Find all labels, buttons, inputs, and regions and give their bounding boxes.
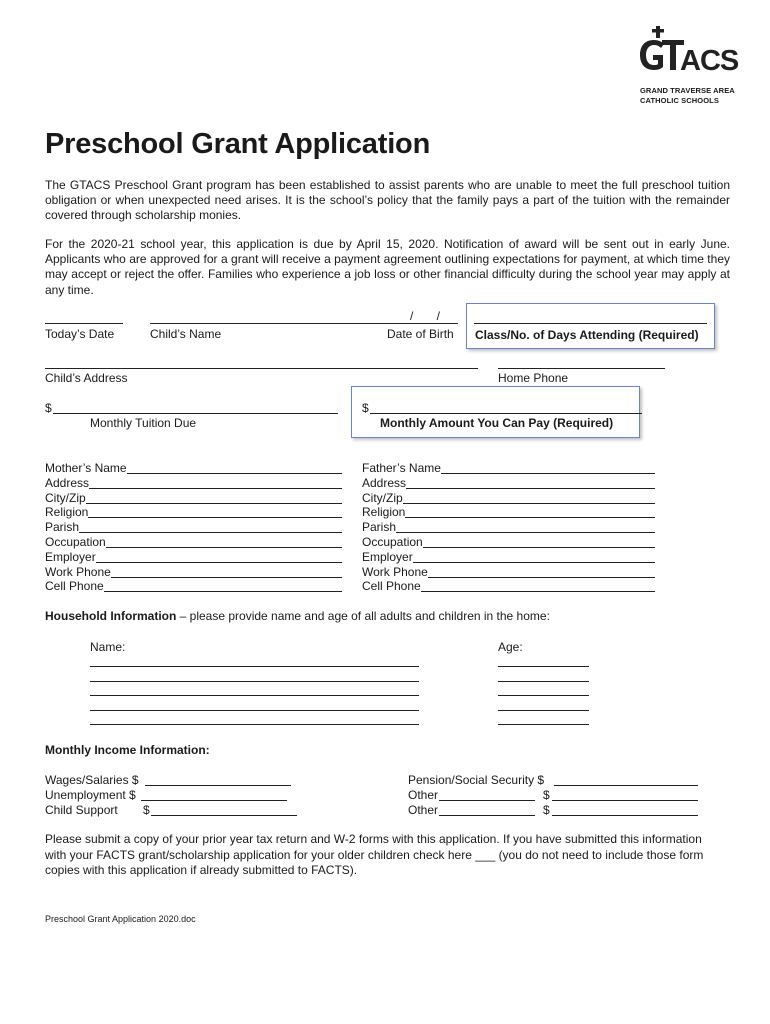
- father-field-row: [362, 491, 655, 506]
- household-name-line[interactable]: [90, 681, 419, 682]
- household-age-line[interactable]: [498, 695, 589, 696]
- unemployment-label: Unemployment $: [45, 788, 136, 802]
- other-2-label: Other: [408, 803, 439, 817]
- mother-field-label: Address: [45, 475, 90, 490]
- childs-address-label: Child’s Address: [45, 371, 128, 385]
- child-support-label: Child Support: [45, 803, 118, 817]
- pension-label: Pension/Social Security $: [408, 773, 545, 787]
- mother-field-label: Parish: [45, 520, 80, 535]
- pension-line[interactable]: [554, 785, 698, 786]
- wages-label: Wages/Salaries $: [45, 773, 139, 787]
- father-field-row: [362, 476, 655, 491]
- father-field-row: [362, 579, 655, 594]
- mother-field-row: [45, 535, 342, 550]
- household-age-label: Age:: [498, 640, 523, 654]
- tuition-dollar-sign: $: [45, 401, 52, 415]
- gtacs-logo-mark-icon: [638, 26, 739, 86]
- father-field-row: [362, 550, 655, 565]
- mother-field-line[interactable]: [45, 503, 342, 504]
- monthly-amount-line[interactable]: [370, 413, 642, 414]
- closing-paragraph: Please submit a copy of your prior year tax return and W-2 forms with this application. If you have submitted this information with your FACTS grant/scholarship application for your older children check here ___ (you do not need to include those form copies with this application if already submitted to FACTS).: [45, 832, 704, 877]
- father-field-row: [362, 461, 655, 476]
- father-field-row: [362, 505, 655, 520]
- household-name-line[interactable]: [90, 695, 419, 696]
- other-1-dollar: $: [543, 788, 550, 802]
- mother-field-label: Work Phone: [45, 564, 111, 579]
- mother-field-line[interactable]: [45, 532, 342, 533]
- household-heading: [45, 609, 550, 624]
- father-field-label: Parish: [362, 520, 397, 535]
- gtacs-logo: [630, 20, 740, 110]
- intro-paragraph-2: For the 2020-21 school year, this application is due by April 15, 2020. Notification of award will be sent out in early June. Applicants who are approved for a grant will receive a payment agreement outlining expectations for payment, at which time they may accept or reject the offer. Families who experience a job loss or other financial difficulty during the school year may apply at any time.: [45, 237, 730, 297]
- mother-field-row: [45, 579, 342, 594]
- other-2-dollar: $: [543, 803, 550, 817]
- monthly-tuition-label: Monthly Tuition Due: [90, 416, 197, 430]
- father-field-label: City/Zip: [362, 490, 403, 505]
- logo-tagline-1: GRAND TRAVERSE AREA: [640, 86, 735, 95]
- other-2-amount-line[interactable]: [552, 815, 698, 816]
- monthly-amount-box[interactable]: [351, 386, 640, 438]
- other-1-desc-line[interactable]: [439, 800, 535, 801]
- mother-field-line[interactable]: [45, 488, 342, 489]
- intro-paragraph-1: The GTACS Preschool Grant program has been established to assist parents who are unable to meet the full preschool tuition obligation or when unexpected need arises. It is the school’s policy that the family pays a part of the tuition with the remainder covered through scholarship monies.: [45, 178, 730, 223]
- household-age-line[interactable]: [498, 724, 589, 725]
- monthly-tuition-line[interactable]: [53, 413, 338, 414]
- household-age-line[interactable]: [498, 710, 589, 711]
- amount-dollar-sign: $: [362, 401, 369, 415]
- father-field-row: [362, 565, 655, 580]
- father-field-label: Father’s Name: [362, 461, 441, 475]
- father-field-row: [362, 520, 655, 535]
- mother-field-label: Mother’s Name: [45, 461, 127, 475]
- mother-field-line[interactable]: [45, 517, 342, 518]
- household-name-line[interactable]: [90, 710, 419, 711]
- svg-text:ACS: ACS: [680, 45, 739, 77]
- mother-field-row: [45, 565, 342, 580]
- class-days-box[interactable]: [466, 303, 715, 349]
- mother-field-label: Occupation: [45, 535, 106, 549]
- father-field-line[interactable]: [362, 517, 655, 518]
- household-name-label: Name:: [90, 640, 126, 654]
- mother-field-label: Employer: [45, 549, 96, 564]
- unemployment-line[interactable]: [141, 800, 287, 801]
- mother-field-row: [45, 520, 342, 535]
- household-name-line[interactable]: [90, 724, 419, 725]
- mother-field-row: [45, 550, 342, 565]
- wages-line[interactable]: [145, 785, 291, 786]
- father-field-label: Address: [362, 475, 407, 490]
- todays-date-line[interactable]: [45, 323, 123, 324]
- household-age-line[interactable]: [498, 681, 589, 682]
- footer-filename: Preschool Grant Application 2020.doc: [45, 914, 196, 924]
- household-heading-title: Household Information: [45, 609, 177, 623]
- other-1-label: Other: [408, 788, 439, 802]
- father-field-label: Occupation: [362, 535, 423, 549]
- income-heading: Monthly Income Information:: [45, 743, 210, 757]
- todays-date-label: Today’s Date: [45, 327, 115, 341]
- household-instruction: – please provide name and age of all adults and children in the home:: [176, 609, 550, 623]
- father-field-line[interactable]: [362, 532, 655, 533]
- page-title: Preschool Grant Application: [45, 128, 431, 160]
- childs-name-label: Child’s Name: [150, 327, 222, 341]
- father-field-label: Work Phone: [362, 564, 428, 579]
- mother-field-label: Cell Phone: [45, 579, 104, 594]
- dob-slashes: / /: [410, 309, 451, 323]
- father-field-label: Religion: [362, 505, 406, 520]
- household-name-line[interactable]: [90, 666, 419, 667]
- household-age-line[interactable]: [498, 666, 589, 667]
- father-field-label: Employer: [362, 549, 413, 564]
- mother-field-row: [45, 491, 342, 506]
- child-support-line[interactable]: [151, 815, 297, 816]
- class-days-label: Class/No. of Days Attending (Required): [475, 328, 699, 342]
- father-field-row: [362, 535, 655, 550]
- father-field-label: Cell Phone: [362, 579, 421, 594]
- mother-field-row: [45, 476, 342, 491]
- father-field-line[interactable]: [362, 503, 655, 504]
- home-phone-label: Home Phone: [498, 371, 569, 385]
- class-days-line[interactable]: [474, 323, 707, 324]
- home-phone-line[interactable]: [498, 368, 665, 369]
- child-support-dollar: $: [143, 803, 150, 817]
- other-2-desc-line[interactable]: [439, 815, 535, 816]
- mother-field-label: Religion: [45, 505, 89, 520]
- childs-address-line[interactable]: [45, 368, 478, 369]
- childs-name-line[interactable]: [150, 323, 402, 324]
- mother-field-label: City/Zip: [45, 490, 86, 505]
- date-of-birth-label: Date of Birth: [387, 327, 454, 341]
- logo-tagline-2: CATHOLIC SCHOOLS: [640, 96, 719, 105]
- mother-field-row: [45, 461, 342, 476]
- mother-field-row: [45, 505, 342, 520]
- other-1-amount-line[interactable]: [552, 800, 698, 801]
- monthly-amount-label: Monthly Amount You Can Pay (Required): [380, 416, 614, 430]
